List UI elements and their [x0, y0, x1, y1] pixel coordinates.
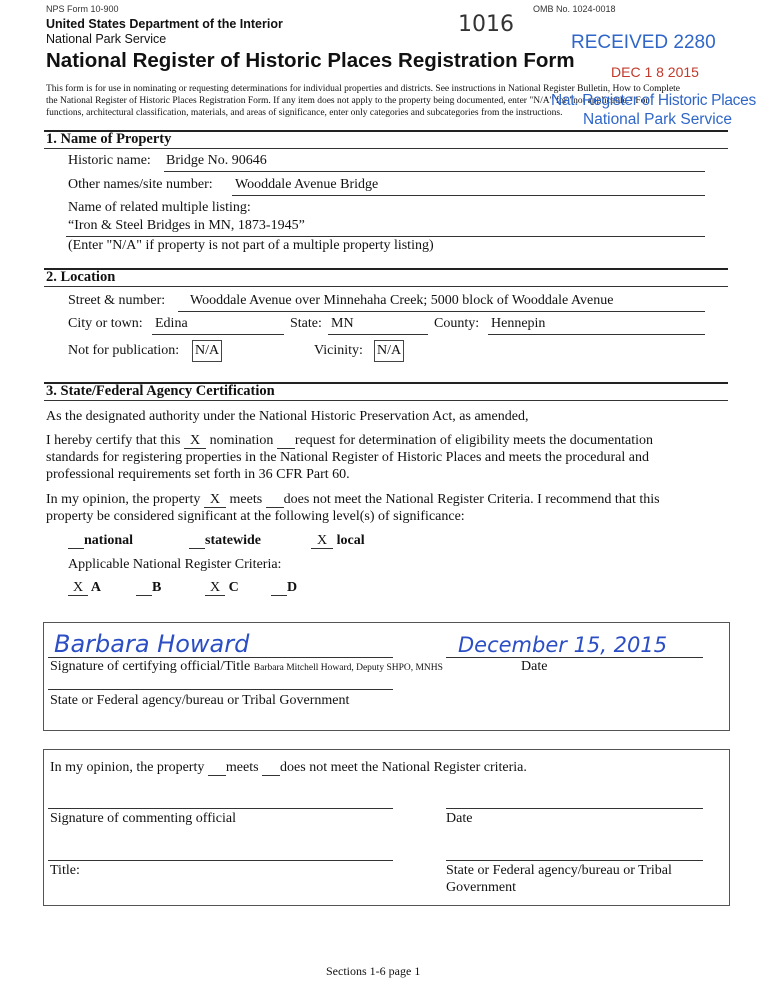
- department-name: United States Department of the Interior: [46, 17, 283, 31]
- state-label: State:: [290, 316, 322, 331]
- not-for-publication-label: Not for publication:: [68, 343, 180, 358]
- omb-number: OMB No. 1024-0018: [533, 4, 616, 14]
- request-mark: [277, 433, 295, 449]
- street-label: Street & number:: [68, 293, 166, 308]
- section-2-heading: 2. Location: [46, 269, 116, 285]
- commenting-agency-label: State or Federal agency/bureau or Tribal: [446, 863, 672, 878]
- commenting-date-line: [446, 808, 703, 809]
- certifying-signature-label: Signature of certifying official/Title Barbara Mitchell Howard, Deputy SHPO, MNHS: [50, 659, 443, 674]
- criteria-d: D: [271, 580, 297, 596]
- received-date-stamp: DEC 1 8 2015: [611, 64, 699, 80]
- certify-statement: I hereby certify that this X nomination request for determination of eligibility meets the documentation: [46, 433, 653, 448]
- state-line: [328, 334, 428, 335]
- level-local: X local: [311, 533, 365, 549]
- multiple-listing-note: (Enter "N/A" if property is not part of a multiple property listing): [68, 238, 434, 253]
- county-label: County:: [434, 316, 480, 331]
- section-1-heading: 1. Name of Property: [46, 131, 172, 147]
- title-line: [48, 860, 393, 861]
- multiple-listing-line: [66, 236, 705, 237]
- park-service-stamp-line: National Park Service: [583, 111, 733, 128]
- commenting-signature-label: Signature of commenting official: [50, 811, 236, 826]
- nomination-mark: X: [184, 433, 206, 449]
- meets-mark: X: [204, 492, 226, 508]
- certifying-agency-label: State or Federal agency/bureau or Tribal Government: [50, 693, 350, 708]
- certify-statement-line2: standards for registering properties in the National Register of Historic Places and meets the procedural and: [46, 450, 649, 465]
- page-footer: Sections 1-6 page 1: [326, 964, 421, 978]
- city-value: Edina: [155, 316, 188, 331]
- section-divider: [44, 268, 728, 270]
- commenting-title-label: Title:: [50, 863, 80, 878]
- city-label: City or town:: [68, 316, 143, 331]
- handwritten-number: 1016: [458, 12, 514, 37]
- signature-line: [48, 657, 393, 658]
- city-line: [152, 334, 284, 335]
- street-line: [178, 311, 705, 312]
- section-heading-rule: [44, 148, 728, 149]
- historic-name-value: Bridge No. 90646: [166, 153, 267, 168]
- section-heading-rule: [44, 286, 728, 287]
- commenting-agency-label-line2: Government: [446, 880, 516, 895]
- register-stamp-line: Nat. Register of Historic Places: [551, 92, 756, 109]
- certifying-date-handwritten: December 15, 2015: [458, 633, 668, 657]
- other-names-line: [232, 195, 705, 196]
- section-3-heading: 3. State/Federal Agency Certification: [46, 383, 275, 399]
- certification-intro: As the designated authority under the National Historic Preservation Act, as amended,: [46, 409, 529, 424]
- level-national: national: [68, 533, 133, 549]
- agency-line: [48, 689, 393, 690]
- certifying-signature: Barbara Howard: [54, 630, 250, 658]
- form-number: NPS Form 10-900: [46, 4, 119, 14]
- received-stamp: RECEIVED 2280: [571, 32, 716, 53]
- form-title: National Register of Historic Places Registration Form: [46, 49, 575, 72]
- opinion-statement: In my opinion, the property X meets does not meet the National Register Criteria. I recommend that this: [46, 492, 660, 507]
- certify-statement-line3: professional requirements set forth in 36 CFR Part 60.: [46, 467, 350, 482]
- level-statewide: statewide: [189, 533, 261, 549]
- commenting-opinion: In my opinion, the property meets does not meet the National Register criteria.: [50, 760, 527, 775]
- multiple-listing-value: “Iron & Steel Bridges in MN, 1873-1945”: [68, 218, 305, 233]
- date-line: [446, 657, 703, 658]
- vicinity-field[interactable]: N/A: [374, 340, 404, 362]
- criteria-a: X A: [68, 580, 101, 596]
- multiple-listing-label: Name of related multiple listing:: [68, 200, 251, 215]
- service-name: National Park Service: [46, 32, 167, 46]
- other-names-label: Other names/site number:: [68, 177, 213, 192]
- historic-name-line: [164, 171, 705, 172]
- criteria-b: B: [136, 580, 161, 596]
- criteria-label: Applicable National Register Criteria:: [68, 557, 282, 572]
- commenting-signature-line: [48, 808, 393, 809]
- certifying-date-label: Date: [521, 659, 548, 674]
- street-value: Wooddale Avenue over Minnehaha Creek; 5000 block of Wooddale Avenue: [190, 293, 614, 308]
- not-for-publication-field[interactable]: N/A: [192, 340, 222, 362]
- form-instructions: This form is for use in nominating or requesting determinations for individual properties and districts. See instructions in National Register Bulletin, How to Complete the National Register of Historic Places Registration Form. If any item does not apply to the property being documented, enter "N/A" for "not applicable." For functions, architectural classification, materials, and areas of significance, enter only categories and subcategories from the instructions.: [46, 84, 681, 118]
- state-value: MN: [331, 316, 354, 331]
- opinion-statement-line2: property be considered significant at the following level(s) of significance:: [46, 509, 465, 524]
- other-names-value: Wooddale Avenue Bridge: [235, 177, 379, 192]
- does-not-meet-mark: [266, 492, 284, 508]
- vicinity-label: Vicinity:: [314, 343, 363, 358]
- county-value: Hennepin: [491, 316, 546, 331]
- county-line: [488, 334, 705, 335]
- section-heading-rule: [44, 400, 728, 401]
- criteria-c: X C: [205, 580, 239, 596]
- historic-name-label: Historic name:: [68, 153, 151, 168]
- commenting-date-label: Date: [446, 811, 473, 826]
- commenting-agency-line: [446, 860, 703, 861]
